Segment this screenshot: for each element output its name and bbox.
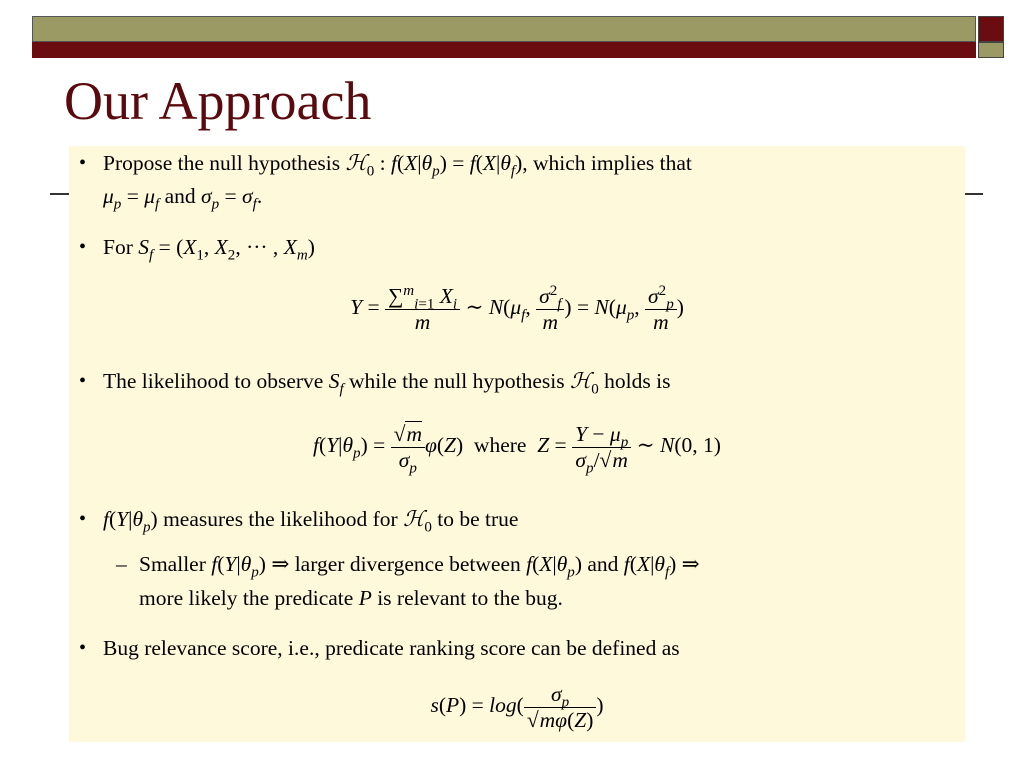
fraction: $\frac{\sum^m_{i=1} X_i}{m}$ (385, 284, 460, 334)
header-bar-red (32, 42, 976, 58)
bullet-4-sub-line-1: Smaller $f(Y|\theta_p)$ ⇒ larger divergence between $f(X|\theta_p)$ and $f(X|\theta_f)$ ⇒ (139, 552, 700, 581)
bullet-marker: • (79, 152, 87, 174)
bullet-marker: • (79, 508, 87, 530)
slide-title: Our Approach (64, 71, 372, 131)
bullet-marker: • (79, 236, 87, 258)
equation-y-distribution: Y = $\frac{\sum^m_{i=1} X_i}{m}$ ∼ $N(\mu_f$, $\frac{\sigma^2_f}{m}$ ) = $N(\mu_p$, $\frac{\sigma^2_p}{m}$ ) (350, 282, 684, 334)
fraction: $\frac{Y - \mu_p}{\sigma_p/√m}$ (572, 422, 631, 472)
bullet-2-text: For $S_f = (X_1$, $X_2$, ··· , $X_m$) (103, 235, 315, 264)
bullet-4-sub-line-2: more likely the predicate P is relevant to the bug. (139, 586, 563, 610)
bullet-3-text: The likelihood to observe $S_f$ while the null hypothesis ℋ$_0$ holds is (103, 369, 671, 398)
bullet-marker: • (79, 637, 87, 659)
bullet-4-text: $f(Y|\theta_p)$ measures the likelihood for ℋ$_0$ to be true (103, 507, 519, 536)
title-rule-left (50, 193, 70, 195)
fraction: $\frac{\sigma_p}{√m\varphi(Z)}$ (524, 682, 597, 732)
bullet-5-text: Bug relevance score, i.e., predicate ranking score can be defined as (103, 636, 680, 660)
header-bar-olive (32, 16, 976, 42)
bullet-1-line-1: Propose the null hypothesis ℋ$_0$ : $f(X|\theta_p) = f(X|\theta_f)$, which implies that (103, 151, 692, 180)
fraction: $\frac{√m}{\sigma_p}$ (391, 422, 425, 472)
content-panel (69, 146, 965, 742)
title-rule-right (963, 193, 983, 195)
sub-bullet-dash: – (116, 552, 127, 576)
fraction: $\frac{\sigma^2_f}{m}$ (536, 284, 564, 334)
header-square-red (978, 16, 1004, 42)
bullet-marker: • (79, 370, 87, 392)
header-square-olive (978, 42, 1004, 58)
equation-score: s(P) = log( $\frac{\sigma_p}{√m\varphi(Z)}$ ) (430, 682, 604, 732)
fraction: $\frac{\sigma^2_p}{m}$ (645, 284, 677, 334)
bullet-1-line-2: $\mu_p = \mu_f$ and $\sigma_p = \sigma_f$. (103, 184, 263, 213)
equation-likelihood: $f(Y|\theta_p)$ = $\frac{√m}{\sigma_p}$ φ(Z) where Z = $\frac{Y - \mu_p}{\sigma_p/√m}$ ∼ N(0, 1) (313, 422, 721, 477)
